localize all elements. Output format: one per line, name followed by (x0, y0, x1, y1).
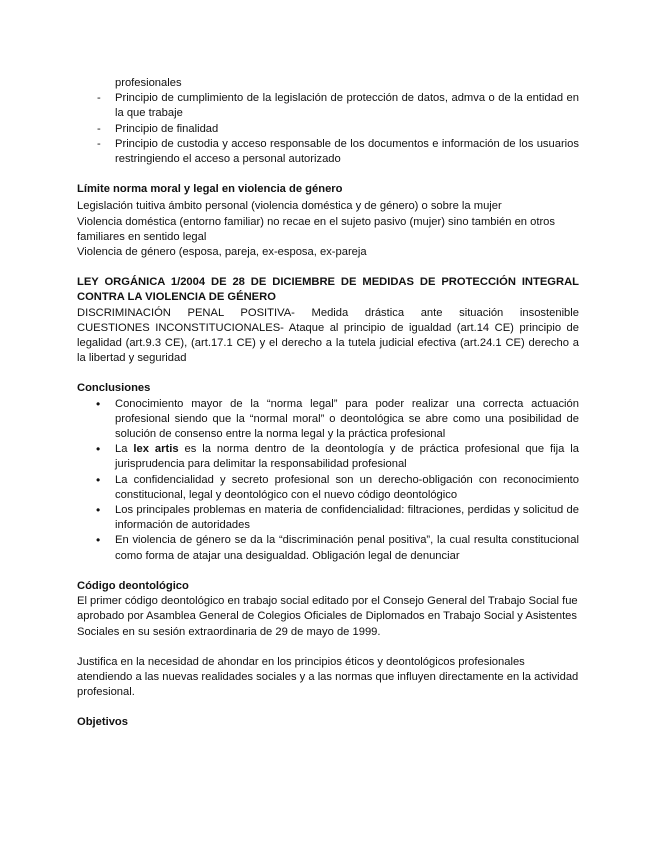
lex-artis-term: lex artis (133, 443, 179, 456)
list-item: • Los principales problemas en materia de confidencialidad: filtraciones, perdidas y solicitud de información de autoridades (77, 503, 579, 533)
list-item (77, 442, 579, 472)
paragraph: Justifica en la necesidad de ahondar en los principios éticos y deontológicos profesionales atendiendo a las nuevas realidades sociales y a las normas que influyen directamente en la actividad profesional. (77, 655, 579, 699)
list-item: • La confidencialidad y secreto profesional son un derecho-obligación con reconocimiento constitucional, legal y deontológico con el nuevo código deontológico (77, 473, 579, 503)
section-heading-conclusiones: Conclusiones (77, 382, 151, 395)
paragraph: DISCRIMINACIÓN PENAL POSITIVA- Medida drástica ante situación insostenible (77, 306, 579, 319)
paragraph: Legislación tuitiva ámbito personal (violencia doméstica y de género) o sobre la mujer (77, 200, 502, 213)
page-content (77, 76, 579, 731)
section-heading-ley: LEY ORGÁNICA 1/2004 DE 28 DE DICIEMBRE DE MEDIDAS DE PROTECCIÓN INTEGRAL CONTRA LA VIOLENCIA DE GÉNERO (77, 276, 579, 304)
text-run: La (115, 443, 134, 456)
conclusions-list (77, 397, 579, 564)
section-heading-objetivos: Objetivos (77, 716, 128, 729)
list-item: • En violencia de género se da la “discriminación penal positiva”, la cual resulta constitucional como forma de atajar una desigualdad. Obligación legal de denunciar (77, 533, 579, 563)
section-heading-codigo: Código deontológico (77, 579, 189, 592)
paragraph: CUESTIONES INCONSTITUCIONALES- Ataque al principio de igualdad (art.14 CE) principio de legalidad (art.9.3 CE), (art.17.1 CE) y el derecho a la tutela judicial efectiva (art.24.1 CE) derecho a la libertad y seguridad (77, 321, 579, 365)
list-continuation: profesionales (115, 77, 182, 89)
principles-list (77, 91, 579, 167)
paragraph: Violencia doméstica (entorno familiar) no recae en el sujeto pasivo (mujer) sino también en otros familiares en sentido legal (77, 215, 555, 243)
section-heading-limite: Límite norma moral y legal en violencia de género (77, 183, 343, 196)
list-item: - Principio de finalidad (77, 122, 579, 137)
list-item: - Principio de cumplimiento de la legislación de protección de datos, admva o de la entidad en la que trabaje (77, 91, 579, 121)
list-item: • Conocimiento mayor de la “norma legal” para poder realizar una correcta actuación profesional siendo que la “normal moral” o deontológica se abre como una posibilidad de solución de consenso entre la norma legal y la práctica profesional (77, 397, 579, 443)
paragraph: El primer código deontológico en trabajo social editado por el Consejo General del Trabajo Social fue aprobado por Asamblea General de Colegios Oficiales de Diplomados en Trabajo Social y Asistentes Sociales en su sesión extraordinaria de 29 de mayo de 1999. (77, 595, 578, 638)
text-run: es la norma dentro de la deontología y de práctica profesional que fija la jurisprudencia para delimitar la responsabilidad profesional (115, 443, 580, 471)
paragraph: Violencia de género (esposa, pareja, ex-esposa, ex-pareja (77, 246, 367, 259)
list-item: - Principio de custodia y acceso responsable de los documentos e información de los usuarios restringiendo el acceso a personal autorizado (77, 137, 579, 167)
